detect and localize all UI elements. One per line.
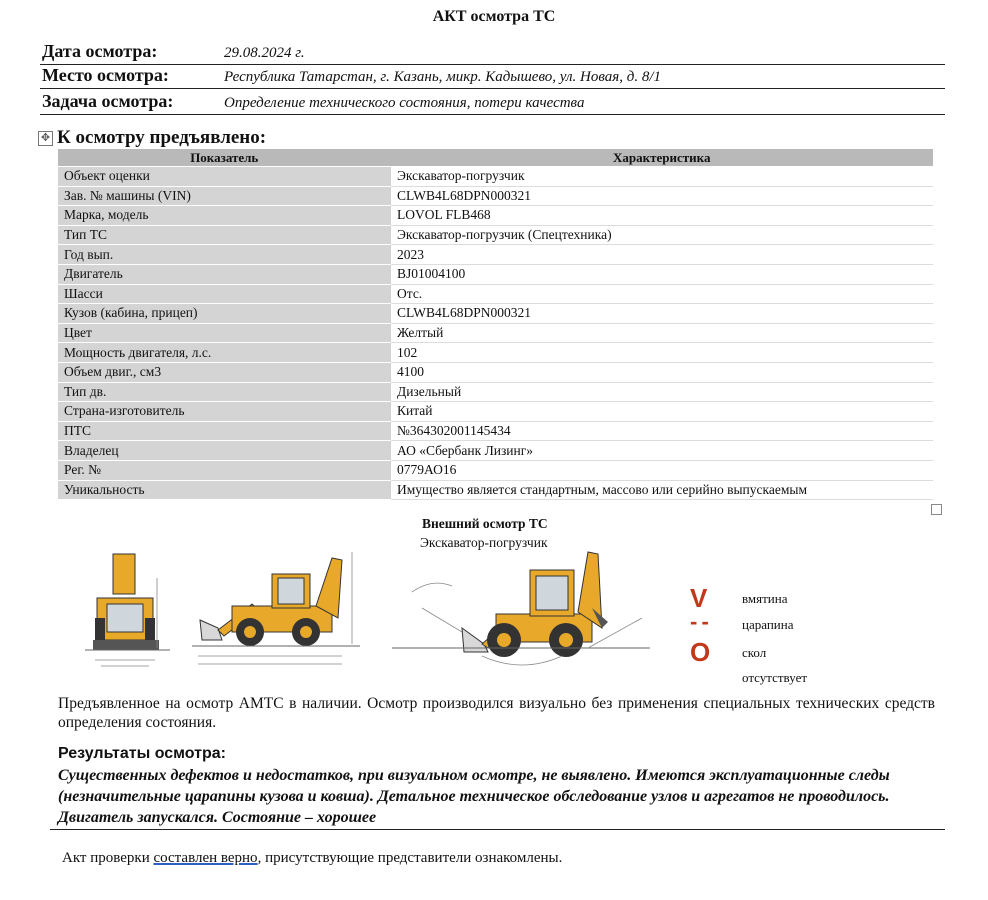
inspection-task-label: Задача осмотра: [42,91,174,111]
table-cell-value: BJ01004100 [391,264,934,284]
table-cell-value: Отс. [391,284,934,304]
table-row [58,402,933,422]
table-cell-value: Экскаватор-погрузчик [391,167,934,187]
table-cell-value: АО «Сбербанк Лизинг» [391,441,934,461]
table-cell-indicator: ПТС [58,421,391,441]
table-cell-value: 102 [391,343,934,363]
table-header-row [58,149,933,167]
table-cell-indicator: Уникальность [58,480,391,500]
inspection-date-value: 29.08.2024 г. [224,45,305,61]
table-cell-value: CLWB4L68DPN000321 [391,304,934,324]
table-cell-indicator: Объект оценки [58,167,391,187]
table-cell-indicator: Кузов (кабина, прицеп) [58,304,391,324]
scratch-symbol: - - [690,609,708,634]
loader-side-view-drawing [192,548,360,670]
results-divider [50,829,945,830]
inspection-date-row [40,40,945,65]
dent-symbol: V [690,583,708,613]
column-header-characteristic: Характеристика [391,149,934,167]
footer-underlined: составлен верно [153,850,258,866]
table-row [58,421,933,441]
table-row [58,304,933,324]
table-cell-value: CLWB4L68DPN000321 [391,186,934,206]
table-cell-value: №364302001145434 [391,421,934,441]
table-resize-handle[interactable] [931,504,942,515]
table-cell-value: Дизельный [391,382,934,402]
inspection-place-label: Место осмотра: [42,65,169,85]
presented-section-heading [38,127,266,149]
table-cell-indicator: Страна-изготовитель [58,402,391,422]
inspection-task-row [40,90,945,115]
table-cell-indicator: Тип ТС [58,225,391,245]
table-cell-value: 0779АО16 [391,460,934,480]
table-row [58,186,933,206]
missing-label: отсутствует [742,670,808,685]
footer-prefix: Акт проверки [62,850,154,866]
table-row [58,441,933,461]
inspection-place-value: Республика Татарстан, г. Казань, микр. Кадышево, ул. Новая, д. 8/1 [224,69,662,85]
column-header-indicator: Показатель [58,149,391,167]
document-title: АКТ осмотра ТС [432,8,556,25]
table-row [58,323,933,343]
table-move-handle-icon[interactable]: ✥ [38,131,53,146]
footer-suffix: , присутствующие представители ознакомлены. [257,850,563,866]
table-cell-indicator: Владелец [58,441,391,461]
chip-label: скол [742,645,767,660]
exterior-inspection-subtitle: Экскаватор-погрузчик [420,535,548,550]
table-row [58,245,933,265]
inspection-place-row [40,64,945,89]
scratch-label: царапина [742,617,794,632]
table-row [58,480,933,500]
table-cell-indicator: Мощность двигателя, л.с. [58,343,391,363]
table-cell-indicator: Зав. № машины (VIN) [58,186,391,206]
presentation-paragraph: Предъявленное на осмотр АМТС в наличии. Осмотр производился визуально без применения специальных технических средств определения состояния. [58,695,935,731]
loader-front-view-drawing [85,548,170,670]
table-row [58,284,933,304]
table-cell-value: Китай [391,402,934,422]
specification-table-body [58,167,933,500]
table-cell-indicator: Цвет [58,323,391,343]
inspection-date-label: Дата осмотра: [42,41,158,61]
table-cell-value: Экскаватор-погрузчик (Спецтехника) [391,225,934,245]
table-cell-indicator: Шасси [58,284,391,304]
table-cell-value: Имущество является стандартным, массово или серийно выпускаемым [391,480,934,500]
exterior-inspection-title: Внешний осмотр ТС [422,516,548,531]
table-cell-indicator: Год вып. [58,245,391,265]
inspection-task-value: Определение технического состояния, потери качества [224,95,585,111]
table-cell-indicator: Двигатель [58,264,391,284]
table-cell-indicator: Объем двиг., см3 [58,362,391,382]
chip-symbol: O [690,637,711,667]
table-cell-value: 4100 [391,362,934,382]
table-cell-indicator: Тип дв. [58,382,391,402]
table-cell-indicator: Марка, модель [58,206,391,226]
results-heading: Результаты осмотра: [58,745,226,762]
table-row [58,382,933,402]
table-row [58,343,933,363]
table-row [58,206,933,226]
table-row [58,362,933,382]
table-row [58,264,933,284]
footer-statement [62,850,562,867]
presented-heading-text: К осмотру предъявлено: [57,127,267,148]
table-cell-indicator: Рег. № [58,460,391,480]
specification-table [58,149,933,500]
table-cell-value: 2023 [391,245,934,265]
table-row [58,460,933,480]
table-row [58,167,933,187]
table-cell-value: Желтый [391,323,934,343]
table-cell-value: LOVOL FLB468 [391,206,934,226]
dent-label: вмятина [742,591,788,606]
table-row [58,225,933,245]
loader-working-range-drawing [392,548,650,676]
results-text: Существенных дефектов и недостатков, при визуальном осмотре, не выявлено. Имеются эксплуатационные следы (незначительные царапины кузова и ковша). Детальное техническое обследование узлов и агрегатов не проводилось. Двигатель запускался. Состояние – хорошее [58,767,890,826]
